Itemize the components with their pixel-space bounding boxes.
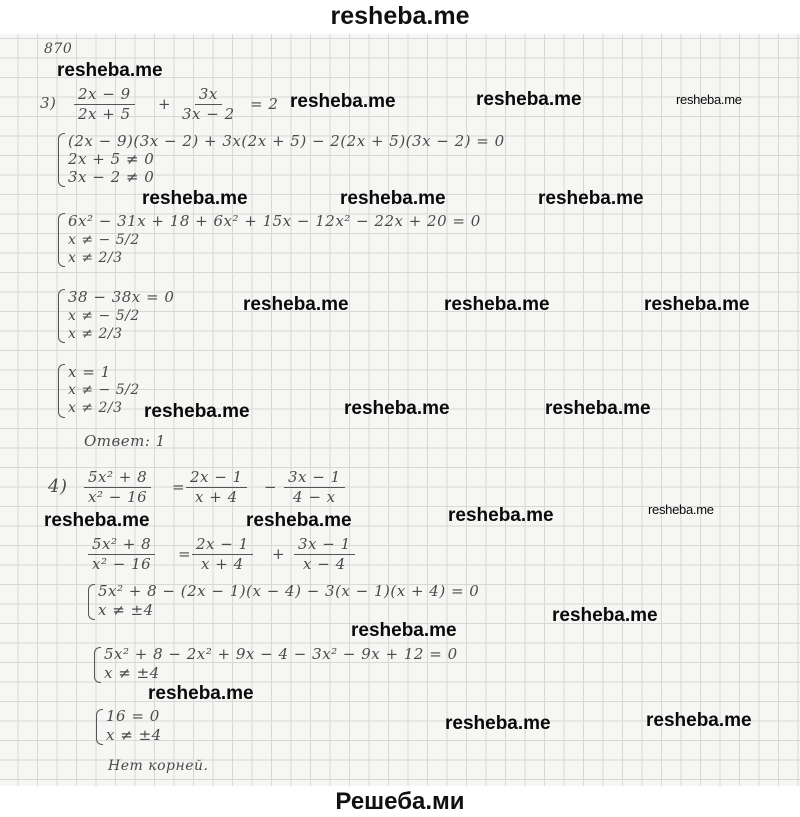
- denominator: x + 4: [195, 488, 238, 506]
- denominator: x² − 16: [92, 555, 152, 573]
- system-line: x = 1: [68, 363, 111, 381]
- watermark: resheba.me: [538, 188, 644, 209]
- system-line: 16 = 0: [106, 707, 160, 725]
- plus-sign: +: [158, 95, 172, 113]
- denominator: x − 4: [303, 555, 346, 573]
- watermark: resheba.me: [142, 188, 248, 209]
- watermark: resheba.me: [445, 713, 551, 734]
- part4-eq1-fraction-1: [84, 468, 151, 507]
- watermark: resheba.me: [676, 92, 742, 107]
- watermark: resheba.me: [340, 188, 446, 209]
- part4-eq1-fraction-2: [186, 468, 247, 507]
- part3-label: 3): [40, 94, 57, 112]
- system-line: 5x² + 8 − 2x² + 9x − 4 − 3x² − 9x + 12 = 0: [104, 645, 458, 663]
- watermark: resheba.me: [57, 60, 163, 81]
- system-line: x ≠ ±4: [106, 726, 162, 744]
- system-brace: [94, 647, 101, 683]
- denominator: 2x + 5: [78, 105, 131, 123]
- watermark: resheba.me: [351, 620, 457, 641]
- part4-eq1-fraction-3: [284, 468, 345, 507]
- denominator: 4 − x: [293, 488, 336, 506]
- system-line: x ≠ 2/3: [68, 400, 123, 416]
- system-brace: [58, 364, 65, 418]
- system-brace: [96, 709, 103, 745]
- system-brace: [58, 213, 65, 267]
- numerator: 2x − 9: [74, 85, 135, 105]
- numerator: 3x − 1: [284, 468, 345, 488]
- system-line: 3x − 2 ≠ 0: [68, 168, 155, 186]
- system-brace: [88, 584, 95, 620]
- denominator: x + 4: [201, 555, 244, 573]
- watermark: resheba.me: [144, 401, 250, 422]
- part3-answer: Ответ: 1: [84, 432, 166, 450]
- numerator: 3x: [195, 85, 222, 105]
- plus-sign: +: [272, 545, 286, 563]
- site-footer[interactable]: Решеба.ми: [335, 788, 465, 815]
- part4-eq2-fraction-3: [294, 535, 355, 574]
- system-brace: [58, 133, 65, 187]
- system-line: x ≠ ±4: [98, 601, 154, 619]
- system-line: 38 − 38x = 0: [68, 288, 175, 306]
- numerator: 2x − 1: [192, 535, 253, 555]
- watermark: resheba.me: [644, 294, 750, 315]
- system-line: x ≠ 2/3: [68, 326, 123, 342]
- part4-eq2-fraction-1: [88, 535, 155, 574]
- site-header[interactable]: resheba.me: [330, 2, 470, 30]
- numerator: 3x − 1: [294, 535, 355, 555]
- system-brace: [58, 289, 65, 343]
- equals-sign: =: [178, 545, 192, 563]
- system-line: 5x² + 8 − (2x − 1)(x − 4) − 3(x − 1)(x + 4) = 0: [98, 582, 480, 600]
- watermark: resheba.me: [476, 89, 582, 110]
- numerator: 5x² + 8: [88, 535, 155, 555]
- system-line: 2x + 5 ≠ 0: [68, 150, 155, 168]
- watermark: resheba.me: [448, 505, 554, 526]
- watermark: resheba.me: [243, 294, 349, 315]
- watermark: resheba.me: [44, 510, 150, 531]
- problem-number: 870: [44, 41, 73, 57]
- part3-fraction-1: [74, 85, 135, 124]
- watermark: resheba.me: [148, 683, 254, 704]
- system-line: 6x² − 31x + 18 + 6x² + 15x − 12x² − 22x + 20 = 0: [68, 212, 481, 230]
- numerator: 5x² + 8: [84, 468, 151, 488]
- part3-fraction-2: [178, 85, 239, 124]
- rhs: = 2: [250, 95, 279, 113]
- watermark: resheba.me: [444, 294, 550, 315]
- part4-label: 4): [48, 476, 68, 497]
- watermark: resheba.me: [648, 502, 714, 517]
- watermark: resheba.me: [552, 605, 658, 626]
- part4-answer: Нет корней.: [108, 758, 209, 774]
- system-line: x ≠ − 5/2: [68, 308, 140, 324]
- watermark: resheba.me: [646, 710, 752, 731]
- system-line: x ≠ ±4: [104, 664, 160, 682]
- watermark: resheba.me: [246, 510, 352, 531]
- system-line: x ≠ 2/3: [68, 250, 123, 266]
- watermark: resheba.me: [290, 91, 396, 112]
- denominator: x² − 16: [88, 488, 148, 506]
- system-line: (2x − 9)(3x − 2) + 3x(2x + 5) − 2(2x + 5)(3x − 2) = 0: [68, 132, 505, 150]
- system-line: x ≠ − 5/2: [68, 382, 140, 398]
- equals-sign: =: [172, 478, 186, 496]
- system-line: x ≠ − 5/2: [68, 232, 140, 248]
- watermark: resheba.me: [545, 398, 651, 419]
- part4-eq2-fraction-2: [192, 535, 253, 574]
- denominator: 3x − 2: [182, 105, 235, 123]
- numerator: 2x − 1: [186, 468, 247, 488]
- minus-sign: −: [264, 478, 278, 496]
- watermark: resheba.me: [344, 398, 450, 419]
